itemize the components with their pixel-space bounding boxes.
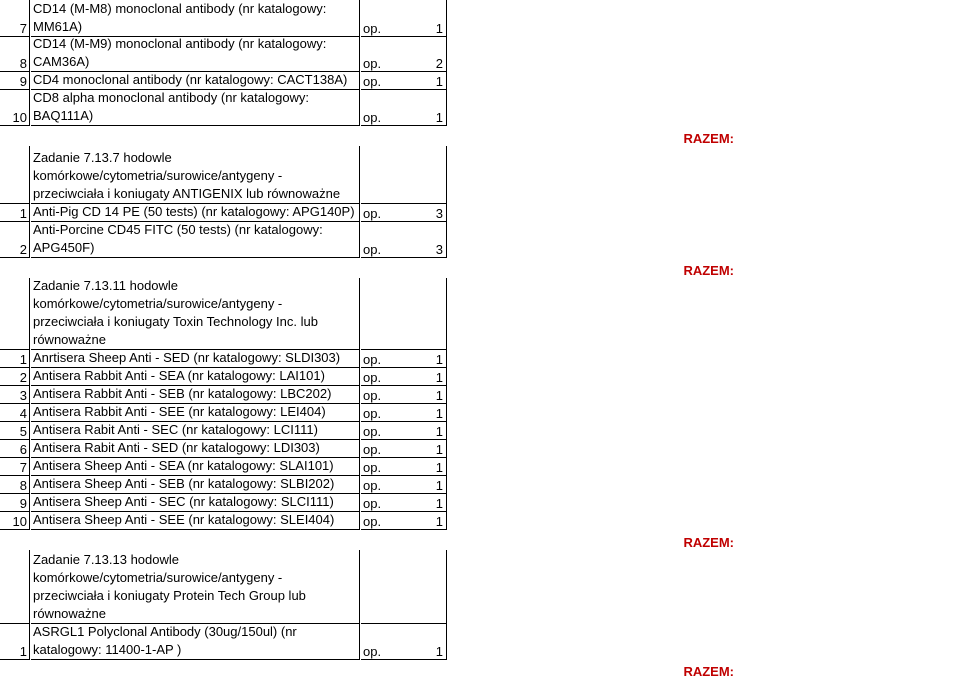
row-number: 10 [0,90,30,126]
row-number: 3 [0,386,30,404]
unit-cell: op. [361,204,421,222]
quantity-cell [421,278,447,350]
unit-cell: op. [361,624,421,660]
row-number: 9 [0,72,30,90]
quantity-cell: 3 [421,222,447,258]
unit-cell: op. [361,458,421,476]
row-number: 4 [0,404,30,422]
item-row [0,494,960,512]
section-header-row [0,550,960,624]
row-number: 9 [0,494,30,512]
row-number: 7 [0,0,30,37]
quantity-cell: 1 [421,0,447,37]
item-row [0,72,960,90]
razem-row [0,530,960,550]
unit-cell [361,278,421,350]
item-description: Antisera Rabit Anti - SED (nr katalogowy: LDI303) [31,440,360,458]
item-row [0,204,960,222]
razem-row [0,258,960,278]
item-description: Antisera Rabit Anti - SEC (nr katalogowy: LCI111) [31,422,360,440]
unit-cell: op. [361,72,421,90]
item-description: Antisera Sheep Anti - SEA (nr katalogowy: SLAI101) [31,458,360,476]
quantity-cell: 1 [421,422,447,440]
item-row [0,386,960,404]
item-row [0,422,960,440]
row-number: 2 [0,222,30,258]
row-number: 8 [0,37,30,72]
unit-cell: op. [361,386,421,404]
quantity-cell: 1 [421,440,447,458]
quantity-cell: 1 [421,624,447,660]
razem-label: RAZEM: [683,263,734,278]
unit-cell: op. [361,422,421,440]
quantity-cell: 1 [421,386,447,404]
razem-row [0,660,960,679]
quantity-cell: 1 [421,476,447,494]
item-row [0,37,960,72]
unit-cell: op. [361,440,421,458]
item-row [0,90,960,126]
item-description: Antisera Sheep Anti - SEB (nr katalogowy: SLBI202) [31,476,360,494]
quantity-cell [421,146,447,204]
unit-cell [361,146,421,204]
item-row [0,350,960,368]
quantity-cell: 2 [421,37,447,72]
item-row [0,624,960,660]
unit-cell: op. [361,512,421,530]
item-description: CD14 (M-M9) monoclonal antibody (nr katalogowy: CAM36A) [31,37,360,72]
item-description: Antisera Sheep Anti - SEE (nr katalogowy: SLEI404) [31,512,360,530]
quantity-cell: 1 [421,458,447,476]
row-number: 7 [0,458,30,476]
row-number: 6 [0,440,30,458]
item-description: Antisera Rabbit Anti - SEE (nr katalogowy: LEI404) [31,404,360,422]
item-description: CD4 monoclonal antibody (nr katalogowy: CACT138A) [31,72,360,90]
razem-label: RAZEM: [683,664,734,679]
unit-cell: op. [361,350,421,368]
unit-cell [361,550,421,624]
row-number: 5 [0,422,30,440]
item-description: Antisera Rabbit Anti - SEA (nr katalogowy: LAI101) [31,368,360,386]
item-row [0,476,960,494]
item-description: ASRGL1 Polyclonal Antibody (30ug/150ul) (nr katalogowy: 11400-1-AP ) [31,624,360,660]
quantity-cell: 1 [421,494,447,512]
row-number [0,146,30,204]
unit-cell: op. [361,37,421,72]
section-title: Zadanie 7.13.7 hodowle komórkowe/cytometria/surowice/antygeny - przeciwciała i koniugaty ANTIGENIX lub równoważne [31,146,360,204]
item-row [0,512,960,530]
row-number: 8 [0,476,30,494]
quantity-cell: 1 [421,368,447,386]
item-row [0,222,960,258]
item-description: Anti-Pig CD 14 PE (50 tests) (nr katalogowy: APG140P) [31,204,360,222]
quantity-cell: 1 [421,350,447,368]
unit-cell: op. [361,0,421,37]
item-description: Antisera Rabbit Anti - SEB (nr katalogowy: LBC202) [31,386,360,404]
section-title: Zadanie 7.13.11 hodowle komórkowe/cytometria/surowice/antygeny - przeciwciała i koniugaty Toxin Technology Inc. lub równoważne [31,278,360,350]
item-row [0,368,960,386]
row-number: 1 [0,350,30,368]
quantity-cell: 1 [421,404,447,422]
row-number [0,278,30,350]
item-row [0,458,960,476]
section-title: Zadanie 7.13.13 hodowle komórkowe/cytometria/surowice/antygeny - przeciwciała i koniugaty Protein Tech Group lub równoważne [31,550,360,624]
quantity-cell: 3 [421,204,447,222]
item-row [0,440,960,458]
quantity-cell: 1 [421,90,447,126]
unit-cell: op. [361,90,421,126]
razem-row [0,126,960,146]
unit-cell: op. [361,494,421,512]
item-description: CD8 alpha monoclonal antibody (nr katalogowy: BAQ111A) [31,90,360,126]
item-description: Anti-Porcine CD45 FITC (50 tests) (nr katalogowy: APG450F) [31,222,360,258]
razem-label: RAZEM: [683,131,734,146]
item-row [0,0,960,37]
razem-label: RAZEM: [683,535,734,550]
item-row [0,404,960,422]
section-header-row [0,278,960,350]
section-header-row [0,146,960,204]
row-number [0,550,30,624]
row-number: 1 [0,624,30,660]
unit-cell: op. [361,222,421,258]
row-number: 2 [0,368,30,386]
item-description: Anrtisera Sheep Anti - SED (nr katalogowy: SLDI303) [31,350,360,368]
quantity-cell [421,550,447,624]
unit-cell: op. [361,368,421,386]
item-description: Antisera Sheep Anti - SEC (nr katalogowy: SLCI111) [31,494,360,512]
unit-cell: op. [361,476,421,494]
quantity-cell: 1 [421,512,447,530]
row-number: 1 [0,204,30,222]
quantity-cell: 1 [421,72,447,90]
unit-cell: op. [361,404,421,422]
item-description: CD14 (M-M8) monoclonal antibody (nr katalogowy: MM61A) [31,0,360,37]
row-number: 10 [0,512,30,530]
